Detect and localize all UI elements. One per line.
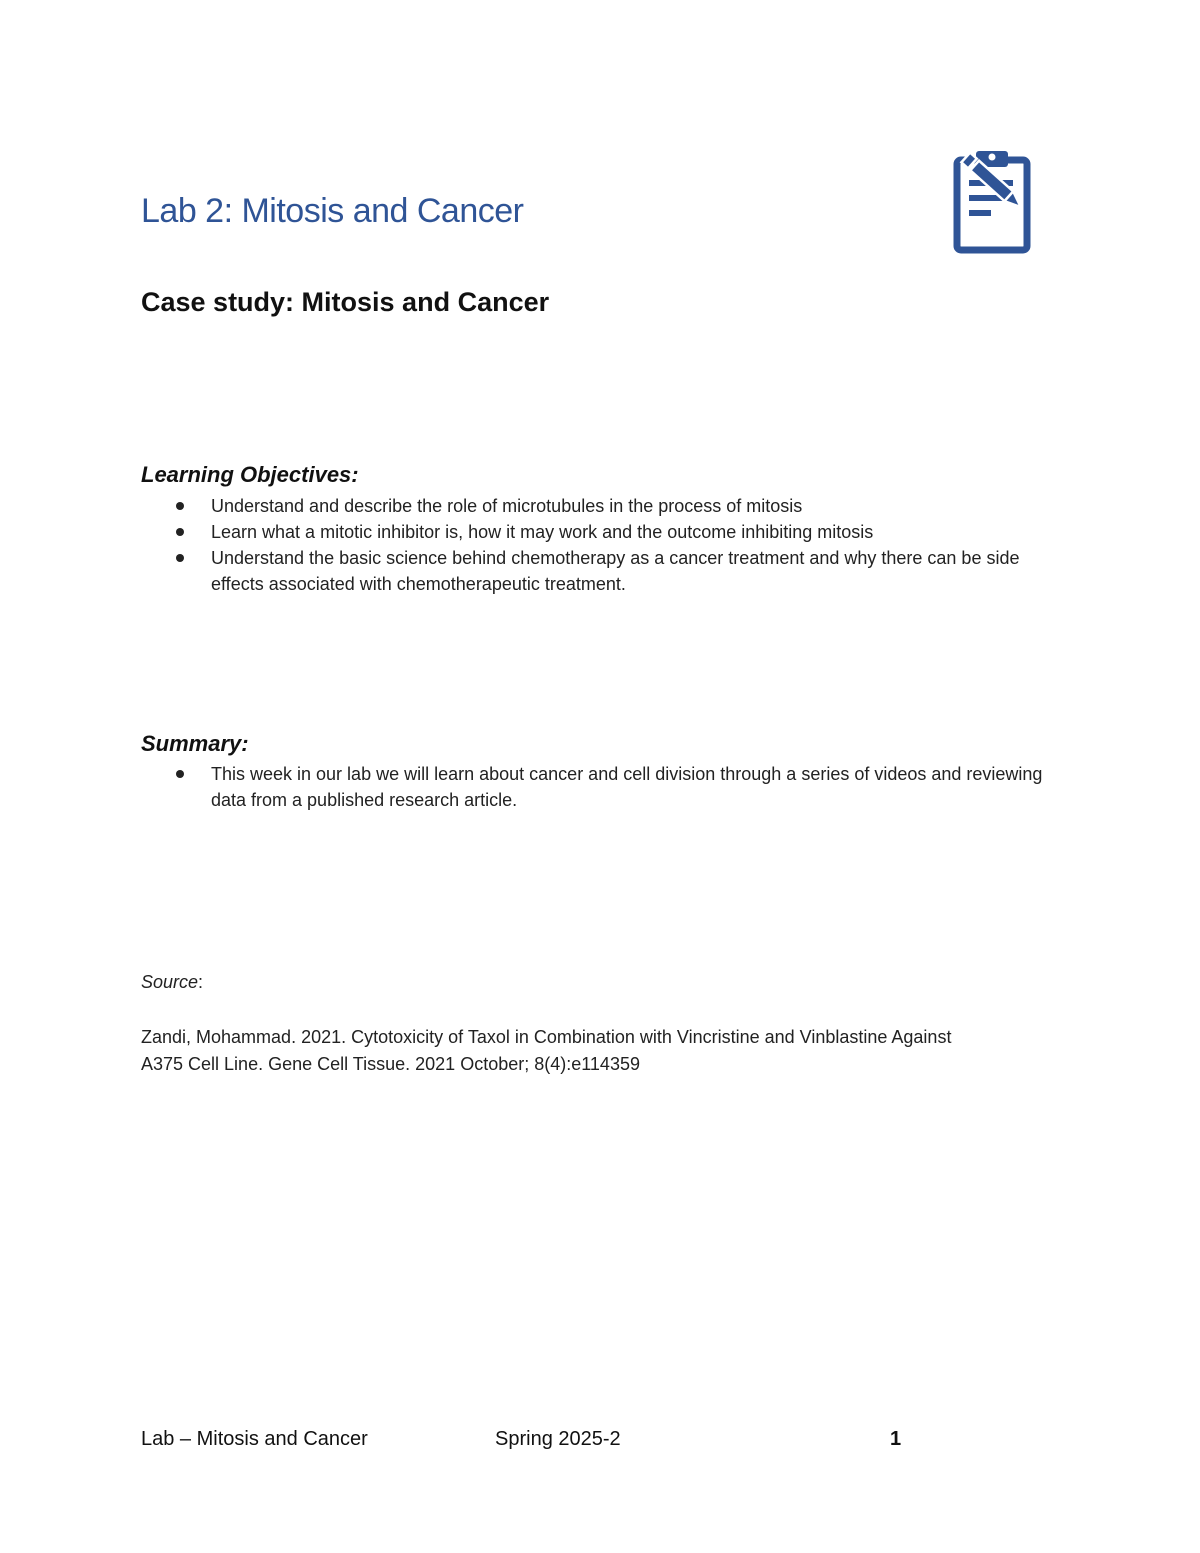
bullet-icon xyxy=(176,770,184,778)
footer-page-number: 1 xyxy=(890,1428,902,1450)
citation-line-2: A375 Cell Line. Gene Cell Tissue. 2021 October; 8(4):e114359 xyxy=(141,1054,640,1074)
source-label-colon: : xyxy=(198,972,204,992)
learning-objectives-list xyxy=(141,493,1071,597)
case-study-subtitle: Case study: Mitosis and Cancer xyxy=(141,287,550,317)
list-item xyxy=(141,493,1071,519)
list-item-text: Learn what a mitotic inhibitor is, how it may work and the outcome inhibiting mitosis xyxy=(211,522,874,542)
list-item-text: Understand and describe the role of microtubules in the process of mitosis xyxy=(211,496,803,516)
bullet-icon xyxy=(176,502,184,510)
footer-term: Spring 2025-2 xyxy=(495,1428,621,1450)
list-item-text: This week in our lab we will learn about cancer and cell division through a series of videos and reviewing data from a published research article. xyxy=(211,764,1043,810)
learning-objectives-heading: Learning Objectives: xyxy=(141,462,359,487)
footer-lab-title: Lab – Mitosis and Cancer xyxy=(141,1428,368,1450)
source-label-text: Source xyxy=(141,972,199,992)
summary-list xyxy=(141,761,1071,813)
citation-line-1: Zandi, Mohammad. 2021. Cytotoxicity of Taxol in Combination with Vincristine and Vinblastine Against xyxy=(141,1027,952,1047)
source-label xyxy=(141,972,203,993)
list-item xyxy=(141,545,1071,597)
citation xyxy=(141,1024,1071,1078)
summary-heading: Summary: xyxy=(141,731,249,756)
clipboard-pencil-icon xyxy=(950,148,1056,256)
list-item xyxy=(141,519,1071,545)
list-item xyxy=(141,761,1071,813)
document-title: Lab 2: Mitosis and Cancer xyxy=(141,192,524,230)
bullet-icon xyxy=(176,528,184,536)
list-item-text: Understand the basic science behind chemotherapy as a cancer treatment and why there can be side effects associated with chemotherapeutic treatment. xyxy=(211,548,1020,594)
bullet-icon xyxy=(176,554,184,562)
